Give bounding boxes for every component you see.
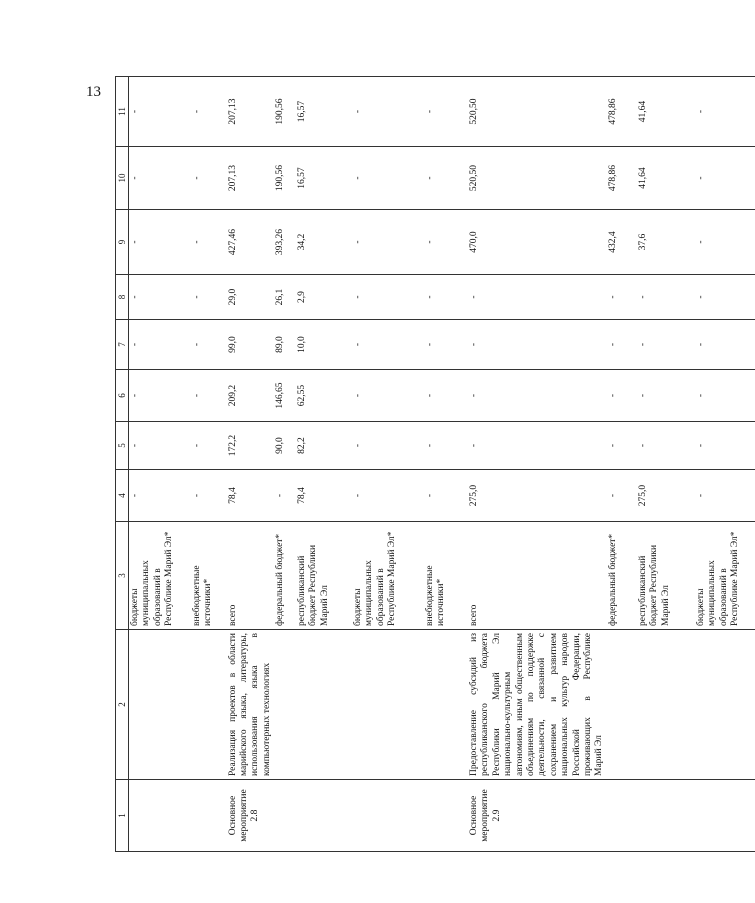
value-cell: - [191, 422, 227, 470]
value-cell: 275,0 [468, 470, 607, 522]
activity-name-cell [274, 630, 296, 780]
value-cell: 78,4 [296, 470, 352, 522]
value-cell: - [129, 370, 191, 422]
value-cell: - [637, 370, 695, 422]
column-number: 6 [116, 370, 129, 422]
activity-code-cell [695, 780, 755, 852]
activity-name-cell: Реализация проектов в области марийского языка, литературы, использования языка в компьютерных технологиях [227, 630, 275, 780]
activity-name-cell [191, 630, 227, 780]
value-cell: 207,13 [227, 77, 275, 147]
value-cell: - [424, 77, 468, 147]
column-number: 2 [116, 630, 129, 780]
value-cell: 10,0 [296, 320, 352, 370]
table-row [129, 77, 191, 852]
activity-code-cell [129, 780, 191, 852]
table-body [129, 77, 755, 852]
value-cell: 16,57 [296, 77, 352, 147]
value-cell: - [129, 210, 191, 275]
value-cell: - [129, 275, 191, 320]
value-cell: - [695, 210, 755, 275]
value-cell: - [607, 470, 637, 522]
value-cell: - [607, 370, 637, 422]
funding-source-cell: бюджеты муниципальных образований в Республике Марий Эл* [352, 522, 424, 630]
activity-code-cell [607, 780, 637, 852]
value-cell: - [607, 422, 637, 470]
funding-source-cell: всего [227, 522, 275, 630]
value-cell: - [191, 77, 227, 147]
value-cell: 393,26 [274, 210, 296, 275]
funding-source-cell: республиканский бюджет Республики Марий Эл [296, 522, 352, 630]
column-number: 3 [116, 522, 129, 630]
value-cell: - [352, 470, 424, 522]
activity-code-cell [191, 780, 227, 852]
value-cell: - [695, 77, 755, 147]
activity-code-cell: Основное мероприятие 2.9 [468, 780, 607, 852]
rotated-table-container [115, 77, 740, 852]
funding-source-cell: федеральный бюджет* [607, 522, 637, 630]
value-cell: 275,0 [637, 470, 695, 522]
value-cell: - [191, 320, 227, 370]
value-cell: - [352, 320, 424, 370]
value-cell: - [424, 275, 468, 320]
page-number: 13 [86, 84, 101, 100]
funding-source-cell: всего [468, 522, 607, 630]
value-cell: 34,2 [296, 210, 352, 275]
value-cell: 41,64 [637, 77, 695, 147]
value-cell: - [468, 422, 607, 470]
value-cell: - [468, 275, 607, 320]
value-cell: - [424, 422, 468, 470]
value-cell: - [191, 470, 227, 522]
table-row [227, 77, 275, 852]
column-number: 5 [116, 422, 129, 470]
activity-name-cell [129, 630, 191, 780]
value-cell: - [424, 470, 468, 522]
column-number: 1 [116, 780, 129, 852]
value-cell: - [607, 275, 637, 320]
activity-code-cell [296, 780, 352, 852]
column-number: 4 [116, 470, 129, 522]
value-cell: 89,0 [274, 320, 296, 370]
value-cell: - [468, 320, 607, 370]
value-cell: 190,56 [274, 77, 296, 147]
value-cell: 146,65 [274, 370, 296, 422]
value-cell: - [129, 422, 191, 470]
table-row [296, 77, 352, 852]
table-row [274, 77, 296, 852]
value-cell: 520,50 [468, 147, 607, 210]
value-cell: 190,56 [274, 147, 296, 210]
value-cell: 470,0 [468, 210, 607, 275]
value-cell: - [129, 77, 191, 147]
table-row [352, 77, 424, 852]
value-cell: - [352, 147, 424, 210]
funding-source-cell: бюджеты муниципальных образований в Республике Марий Эл* [129, 522, 191, 630]
value-cell: 82,2 [296, 422, 352, 470]
value-cell: - [637, 275, 695, 320]
funding-source-cell: внебюджетные источники* [191, 522, 227, 630]
funding-source-cell: внебюджетные источники* [424, 522, 468, 630]
value-cell: 26,1 [274, 275, 296, 320]
value-cell: 478,86 [607, 147, 637, 210]
value-cell: - [468, 370, 607, 422]
table-row [607, 77, 637, 852]
column-number: 11 [116, 77, 129, 147]
value-cell: - [352, 275, 424, 320]
value-cell: 172,2 [227, 422, 275, 470]
activity-code-cell [352, 780, 424, 852]
activity-name-cell [424, 630, 468, 780]
value-cell: 478,86 [607, 77, 637, 147]
value-cell: - [695, 320, 755, 370]
financing-table [115, 76, 755, 852]
value-cell: - [129, 320, 191, 370]
activity-code-cell [637, 780, 695, 852]
value-cell: - [424, 320, 468, 370]
value-cell: - [607, 320, 637, 370]
activity-name-cell [637, 630, 695, 780]
activity-name-cell: Предоставление субсидий из республиканского бюджета Республики Марий Эл национально-культурным автономиям, иным общественным объединениям по поддержке деятельности, связанной с сохранением и развитием национальных культур народов Российской Федерации, проживающих в Республике Марий Эл [468, 630, 607, 780]
table-row [424, 77, 468, 852]
value-cell: - [424, 370, 468, 422]
value-cell: - [274, 470, 296, 522]
value-cell: - [424, 147, 468, 210]
value-cell: 62,55 [296, 370, 352, 422]
activity-name-cell [352, 630, 424, 780]
value-cell: - [695, 470, 755, 522]
activity-name-cell [695, 630, 755, 780]
table-row [695, 77, 755, 852]
activity-name-cell [296, 630, 352, 780]
column-number: 10 [116, 147, 129, 210]
value-cell: 209,2 [227, 370, 275, 422]
value-cell: - [695, 275, 755, 320]
value-cell: 16,57 [296, 147, 352, 210]
value-cell: - [352, 422, 424, 470]
value-cell: 99,0 [227, 320, 275, 370]
column-number: 8 [116, 275, 129, 320]
value-cell: - [695, 147, 755, 210]
value-cell: 78,4 [227, 470, 275, 522]
activity-code-cell [274, 780, 296, 852]
table-row [191, 77, 227, 852]
value-cell: 29,0 [227, 275, 275, 320]
value-cell: - [695, 422, 755, 470]
value-cell: - [352, 210, 424, 275]
value-cell: - [191, 210, 227, 275]
value-cell: - [352, 370, 424, 422]
value-cell: - [129, 147, 191, 210]
table-row [468, 77, 607, 852]
value-cell: 207,13 [227, 147, 275, 210]
value-cell: - [637, 422, 695, 470]
value-cell: - [352, 77, 424, 147]
value-cell: - [191, 147, 227, 210]
value-cell: - [637, 320, 695, 370]
activity-code-cell: Основное мероприятие 2.8 [227, 780, 275, 852]
value-cell: 37,6 [637, 210, 695, 275]
funding-source-cell: федеральный бюджет* [274, 522, 296, 630]
value-cell: 90,0 [274, 422, 296, 470]
funding-source-cell: республиканский бюджет Республики Марий Эл [637, 522, 695, 630]
value-cell: 2,9 [296, 275, 352, 320]
funding-source-cell: бюджеты муниципальных образований в Республике Марий Эл* [695, 522, 755, 630]
value-cell: - [129, 470, 191, 522]
value-cell: - [695, 370, 755, 422]
value-cell: 41,64 [637, 147, 695, 210]
column-number: 7 [116, 320, 129, 370]
value-cell: - [191, 370, 227, 422]
value-cell: - [424, 210, 468, 275]
column-number-row [116, 77, 129, 852]
activity-name-cell [607, 630, 637, 780]
value-cell: 520,50 [468, 77, 607, 147]
value-cell: 427,46 [227, 210, 275, 275]
value-cell: - [191, 275, 227, 320]
activity-code-cell [424, 780, 468, 852]
column-number: 9 [116, 210, 129, 275]
table-row [637, 77, 695, 852]
value-cell: 432,4 [607, 210, 637, 275]
